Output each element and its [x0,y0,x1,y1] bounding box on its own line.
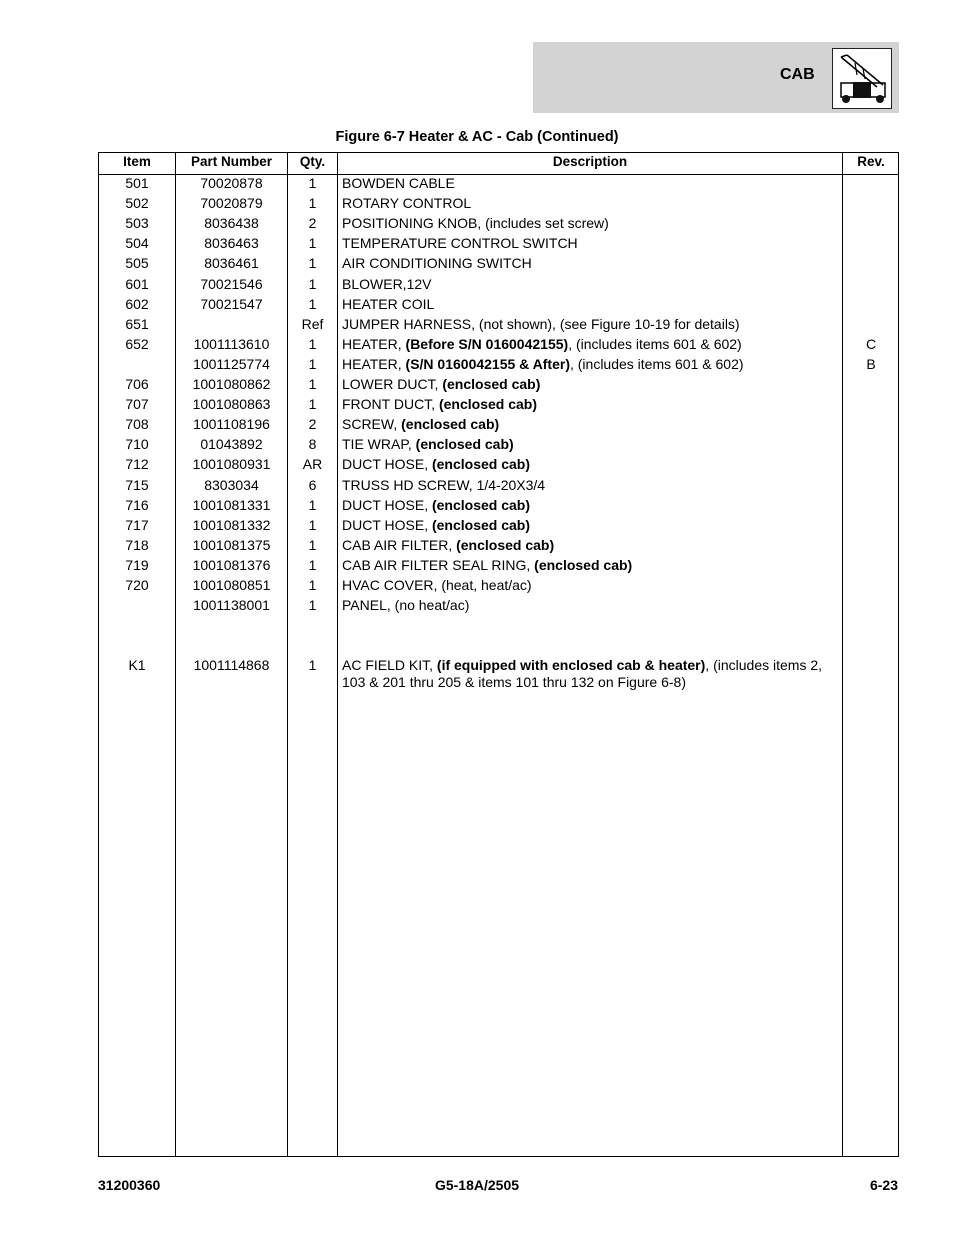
part-number-cell: 8036463 [204,235,259,252]
qty-cell: 1 [308,275,317,292]
item-cell: 505 [125,255,149,272]
qty-cell: 1 [308,335,317,352]
description-cell [342,537,839,554]
description-cell [342,597,839,614]
description-cell [342,456,839,473]
qty-cell: 1 [308,536,317,553]
column-header-part-number: Part Number [190,154,273,169]
item-cell: 602 [125,295,149,312]
item-cell: 717 [125,516,149,533]
part-number-cell: 1001081376 [192,556,271,573]
column-divider [337,153,338,1156]
item-cell: 712 [125,456,149,473]
part-number-cell: 1001081375 [192,536,271,553]
description-text: AC FIELD KIT, [342,657,437,673]
description-text: HEATER, [342,355,406,372]
description-cell [342,396,839,413]
description-emphasis: (enclosed cab) [401,416,500,433]
item-cell: 502 [125,195,149,212]
description-text: , (includes items 601 & 602) [569,355,744,372]
qty-cell: 1 [308,657,317,673]
description-emphasis: (enclosed cab) [431,516,531,533]
description-cell [342,356,839,373]
part-number-cell: 1001138001 [193,597,270,614]
description-emphasis: (enclosed cab) [415,436,514,453]
part-number-cell: 1001114868 [193,657,270,673]
item-cell: 710 [125,436,149,453]
description-text: HVAC COVER, (heat, heat/ac) [342,577,532,593]
description-text: DUCT HOSE, [342,496,432,513]
item-cell: 708 [125,416,149,433]
description-text: HEATER COIL [342,295,435,312]
description-cell [342,477,839,494]
part-number-cell: 1001080931 [192,456,271,473]
description-text: BLOWER,12V [342,275,432,292]
item-cell: 716 [125,496,149,513]
description-emphasis: (Before S/N 0160042155) [405,335,569,352]
description-emphasis: (enclosed cab) [438,396,537,413]
column-header-item: Item [123,154,151,169]
part-number-cell: 1001080862 [192,376,271,392]
qty-cell: 1 [308,195,317,212]
description-cell [342,336,839,353]
qty-cell: 8 [308,436,317,453]
item-cell: 651 [125,315,149,332]
part-number-cell: 70020878 [200,175,263,191]
footer-model: G5-18A/2505 [434,1177,520,1193]
description-emphasis: (enclosed cab) [442,376,541,392]
description-text: FRONT DUCT, [342,396,439,413]
footer-page-number: 6-23 [869,1177,898,1193]
description-emphasis: (if equipped with enclosed cab & heater) [436,657,706,673]
description-text: POSITIONING KNOB, (includes set screw) [342,215,609,232]
description-cell [342,376,839,393]
part-number-cell: 1001080863 [192,396,271,413]
part-number-cell: 01043892 [200,436,263,453]
description-text: AIR CONDITIONING SWITCH [342,255,532,272]
section-title: CAB [780,66,815,83]
qty-cell: 1 [308,556,317,573]
part-number-cell: 8036438 [204,215,259,232]
description-text: JUMPER HARNESS, (not shown), (see Figure 10-19 for details) [342,315,740,332]
item-cell: 706 [125,376,149,392]
description-cell [342,657,839,691]
description-text: CAB AIR FILTER SEAL RING, [342,556,535,573]
description-text: , (includes items 601 & 602) [568,335,742,352]
description-cell [342,557,839,574]
description-text: TRUSS HD SCREW, 1/4-20X3/4 [342,476,546,493]
part-number-cell: 8303034 [204,476,259,493]
aerial-lift-icon [832,48,892,109]
item-cell: 501 [125,175,149,191]
part-number-cell: 8036461 [204,255,259,272]
column-header-rev: Rev. [857,154,885,169]
item-cell: 504 [125,235,149,252]
item-cell: 707 [125,396,149,413]
figure-title: Figure 6-7 Heater & AC - Cab (Continued) [335,129,619,145]
description-text: BOWDEN CABLE [342,175,455,191]
description-emphasis: (enclosed cab) [456,536,555,553]
description-cell [342,316,839,333]
description-emphasis: (S/N 0160042155 & After) [405,355,570,372]
qty-cell: 2 [308,416,317,433]
description-cell [342,175,839,192]
qty-cell: 1 [308,355,317,372]
item-cell: 720 [125,577,149,593]
description-cell [342,235,839,252]
qty-cell: 1 [308,516,317,533]
item-cell: 652 [125,335,149,352]
item-cell: K1 [128,657,146,673]
part-number-cell: 70020879 [200,195,263,212]
qty-cell: 6 [308,476,317,493]
description-text: PANEL, (no heat/ac) [342,597,470,614]
description-cell [342,276,839,293]
description-text: CAB AIR FILTER, [342,536,457,553]
description-cell [342,255,839,272]
part-number-cell: 1001080851 [192,577,271,593]
item-cell: 718 [125,536,149,553]
part-number-cell: 1001113610 [193,335,270,352]
qty-cell: 1 [308,175,317,191]
part-number-cell: 1001108196 [193,416,270,433]
item-cell: 719 [125,556,149,573]
qty-cell: 1 [308,376,317,392]
description-emphasis: (enclosed cab) [431,496,531,513]
qty-cell: Ref [301,315,324,332]
description-text: DUCT HOSE, [342,516,432,533]
part-number-cell: 70021547 [200,295,263,312]
parts-table [98,152,899,1157]
description-text: TIE WRAP, [342,436,416,453]
description-text: DUCT HOSE, [342,456,432,473]
part-number-cell: 1001081332 [192,516,271,533]
qty-cell: 1 [308,496,317,513]
description-cell [342,416,839,433]
column-header-qty: Qty. [299,154,326,169]
qty-cell: 1 [308,235,317,252]
rev-cell: B [866,355,876,372]
description-cell [342,296,839,313]
qty-cell: 2 [308,215,317,232]
description-emphasis: (enclosed cab) [431,456,531,473]
description-text: ROTARY CONTROL [342,195,472,212]
column-header-description: Description [552,154,628,169]
description-text: HEATER, [342,335,406,352]
description-cell [342,215,839,232]
description-text: LOWER DUCT, [342,376,443,392]
description-cell [342,436,839,453]
part-number-cell: 70021546 [200,275,263,292]
qty-cell: 1 [308,577,317,593]
description-cell [342,497,839,514]
qty-cell: 1 [308,255,317,272]
description-text: SCREW, [342,416,402,433]
item-cell: 503 [125,215,149,232]
part-number-cell: 1001125774 [193,355,270,372]
description-cell [342,517,839,534]
description-cell [342,577,839,594]
description-cell [342,195,839,212]
item-cell: 715 [125,476,149,493]
qty-cell: 1 [308,597,317,614]
rev-cell: C [865,335,877,352]
column-divider [842,153,843,1156]
part-number-cell: 1001081331 [192,496,271,513]
description-emphasis: (enclosed cab) [534,556,633,573]
qty-cell: AR [302,456,323,473]
description-text: TEMPERATURE CONTROL SWITCH [342,235,578,252]
footer-document-number: 31200360 [98,1177,161,1193]
qty-cell: 1 [308,295,317,312]
qty-cell: 1 [308,396,317,413]
description-text: , (includes items 2, 103 & 201 thru 205 & items 101 thru 132 on Figure 6-8) [342,657,823,690]
item-cell: 601 [125,275,149,292]
